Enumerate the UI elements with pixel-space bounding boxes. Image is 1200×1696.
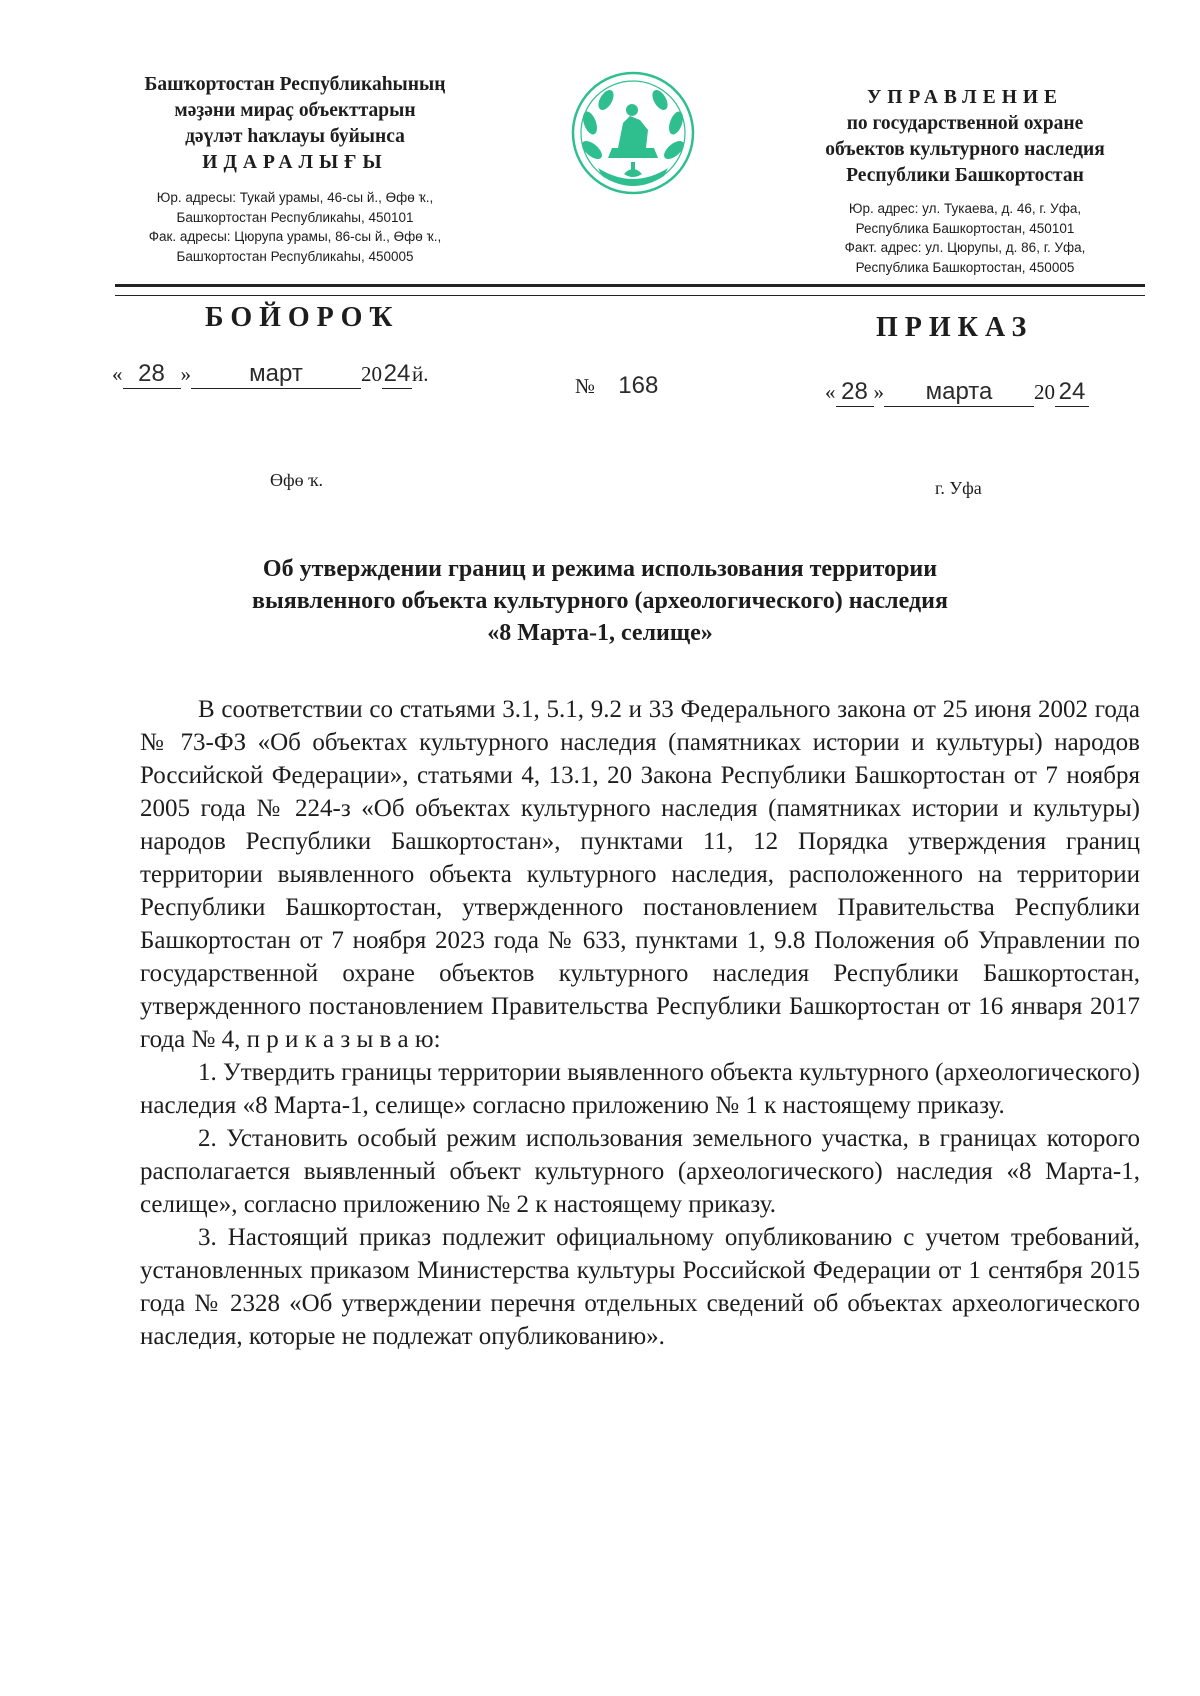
document-title-line2: выявленного объекта культурного (археологического) наследия <box>252 588 948 614</box>
header-left-line1: Башҡортостан Республикаһының <box>144 74 446 95</box>
header-right-addr1: Юр. адрес: ул. Тукаева, д. 46, г. Уфа, <box>848 201 1082 216</box>
order-number-value: 168 <box>618 372 659 399</box>
city-right: г. Уфа <box>935 478 982 498</box>
order-number-label: № <box>575 374 596 398</box>
header-right-addr3: Факт. адрес: ул. Цюрупы, д. 86, г. Уфа, <box>844 240 1086 255</box>
header-right-line3: объектов культурного наследия <box>825 139 1105 160</box>
document-title <box>150 553 1050 649</box>
document-title-line1: Об утверждении границ и режима использования территории <box>262 556 938 582</box>
date-right <box>825 378 1089 407</box>
header-right-addr2: Республика Башкортостан, 450101 <box>855 220 1075 236</box>
date-left-open-quote: « <box>112 362 123 386</box>
header-left <box>110 72 480 266</box>
header-divider <box>115 284 1145 296</box>
date-left-suffix: й. <box>412 362 429 386</box>
header-left-addr4: Башҡортостан Республикаһы, 450005 <box>176 248 414 264</box>
header-left-addr3: Фак. адресы: Цюрупа урамы, 86-сы й., Өфө ҡ., <box>148 229 442 244</box>
date-right-close-quote: » <box>873 380 884 404</box>
header-right-line4: Республики Башкортостан <box>846 165 1084 186</box>
body-item-2: 2. Установить особый режим использования земельного участка, в границах которого располагается выявленный объект культурного (археологического) наследия «8 Марта-1, селище», согласно приложению № 2 к настоящему приказу. <box>140 1125 1140 1218</box>
date-right-day: 28 <box>841 378 868 405</box>
date-right-year: 24 <box>1058 378 1086 405</box>
header-left-line4: ИДАРАЛЫҒЫ <box>202 152 388 173</box>
document-title-line3: «8 Марта-1, селище» <box>487 620 713 646</box>
body-intro-paragraph: В соответствии со статьями 3.1, 5.1, 9.2 и 33 Федерального закона от 25 июня 2002 года № 73-ФЗ «Об объектах культурного наследия (памятниках истории и культуры) народов Российской Федерации», статьями 4, 13.1, 20 Закона Республики Башкортостан от 7 ноября 2005 года № 224-з «Об объектах культурного наследия (памятниках истории и культуры) народов Республики Башкортостан», пунктами 11, 12 Порядка утверждения границ территории выявленного объекта культурного наследия, расположенного на территории Республики Башкортостан, утвержденного постановлением Правительства Республики Башкортостан от 7 ноября 2023 года № 633, пунктами 1, 9.8 Положения об Управлении по государственной охране объектов культурного наследия Республики Башкортостан, утвержденного постановлением Правительства Республики Башкортостан от 16 января 2017 года № 4, п р и к а з ы в а ю: <box>140 696 1140 1053</box>
date-left <box>112 360 429 389</box>
header-right-addr4: Республика Башкортостан, 450005 <box>855 259 1075 275</box>
order-title-left: БОЙОРОҠ <box>205 302 400 333</box>
date-left-day: 28 <box>138 360 165 387</box>
date-left-year-prefix: 20 <box>361 362 382 386</box>
order-title-right: ПРИКАЗ <box>876 312 1034 343</box>
city-left: Өфө ҡ. <box>270 470 323 490</box>
body-item-1: 1. Утвердить границы территории выявленного объекта культурного (археологического) наследия «8 Марта-1, селище» согласно приложению № 1 к настоящему приказу. <box>140 1059 1140 1119</box>
header-right-line1: УПРАВЛЕНИЕ <box>866 87 1064 108</box>
date-left-year: 24 <box>383 360 411 387</box>
date-right-month: марта <box>925 378 993 405</box>
header-left-line2: мәҙәни мираҫ объекттарын <box>174 100 416 121</box>
body-item-3: 3. Настоящий приказ подлежит официальному опубликованию с учетом требований, установленных приказом Министерства культуры Российской Федерации от 1 сентября 2015 года № 2328 «Об утверждении перечня отдельных сведений об объектах археологического наследия, которые не подлежат опубликованию». <box>140 1224 1140 1350</box>
date-right-open-quote: « <box>825 380 836 404</box>
date-right-year-prefix: 20 <box>1034 380 1055 404</box>
header-right-line2: по государственной охране <box>846 113 1084 134</box>
header-left-line3: дәүләт һаҡлауы буйынса <box>185 126 405 147</box>
header-left-addr1: Юр. адресы: Тукай урамы, 46-сы й., Өфө ҡ., <box>156 190 434 205</box>
document-body <box>140 693 1140 1353</box>
date-left-month: март <box>249 360 303 387</box>
date-left-close-quote: » <box>180 362 191 386</box>
order-number <box>575 372 658 400</box>
header-right <box>780 85 1150 277</box>
header-left-addr2: Башҡортостан Республикаһы, 450101 <box>176 209 414 225</box>
coat-of-arms-icon <box>568 68 698 198</box>
